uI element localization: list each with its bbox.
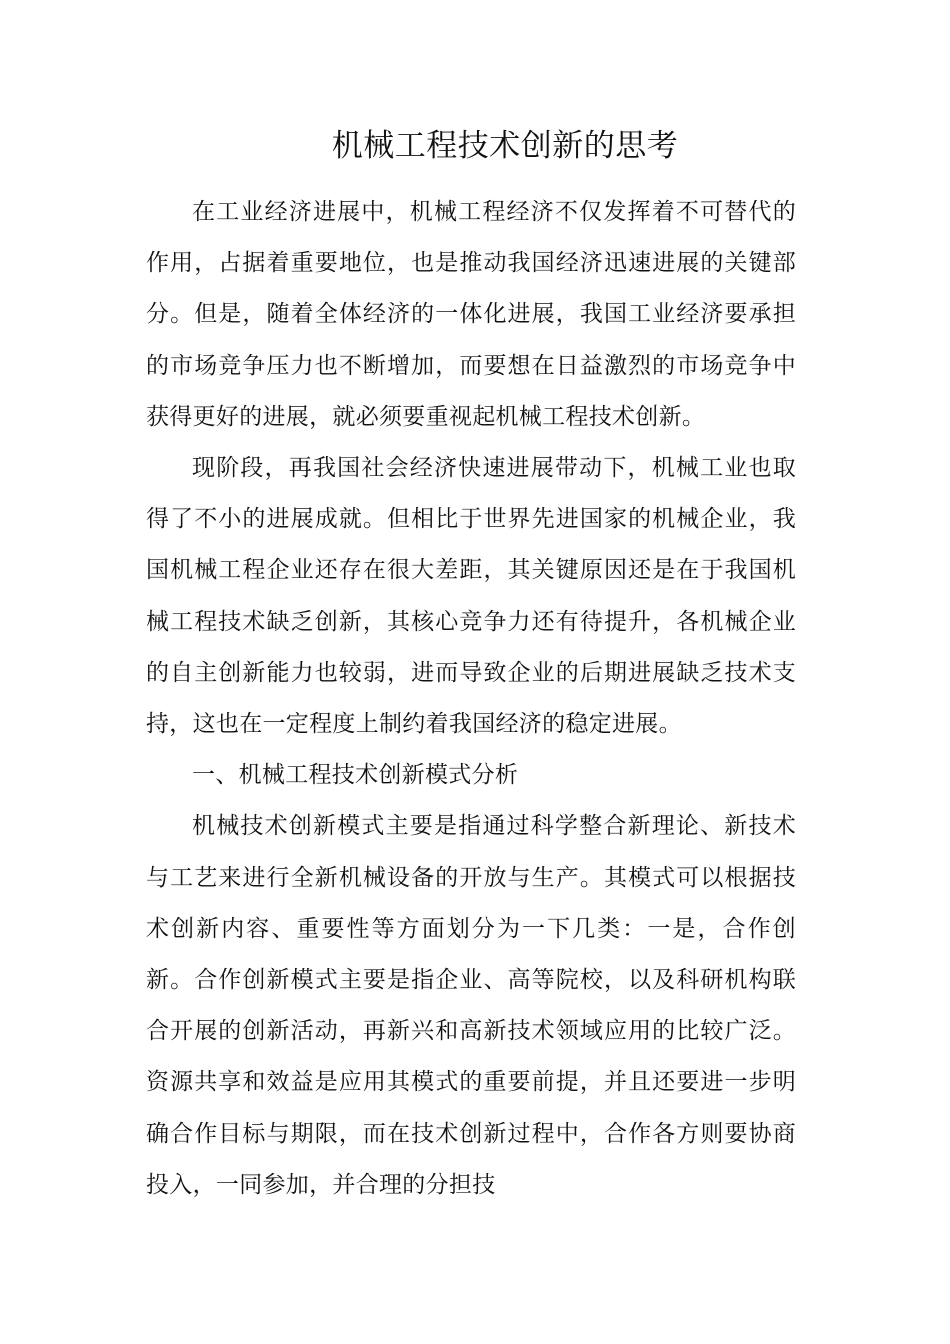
paragraph-innovation-modes: 机械技术创新模式主要是指通过科学整合新理论、新技术与工艺来进行全新机械设备的开放与生产。其模式可以根据技术创新内容、重要性等方面划分为一下几类：一是，合作创新。合作创新模式主要是指企业、高等院校，以及科研机构联合开展的创新活动，再新兴和高新技术领域应用的比较广泛。资源共享和效益是应用其模式的重要前提，并且还要进一步明确合作目标与期限，而在技术创新过程中，合作各方则要协商投入，一同参加，并合理的分担技	[146, 813, 796, 1198]
document-body	[146, 187, 796, 1211]
paragraph-intro: 在工业经济进展中，机械工程经济不仅发挥着不可替代的作用，占据着重要地位，也是推动我国经济迅速进展的关键部分。但是，随着全体经济的一体化进展，我国工业经济要承担的市场竞争压力也不断增加，而要想在日益激烈的市场竞争中获得更好的进展，就必须要重视起机械工程技术创新。	[146, 199, 796, 430]
paragraph-current-stage: 现阶段，再我国社会经济快速进展带动下，机械工业也取得了不小的进展成就。但相比于世界先进国家的机械企业，我国机械工程企业还存在很大差距，其关键原因还是在于我国机械工程技术缺乏创新，其核心竞争力还有待提升，各机械企业的自主创新能力也较弱，进而导致企业的后期进展缺乏技术支持，这也在一定程度上制约着我国经济的稳定进展。	[146, 455, 796, 738]
section-heading: 一、机械工程技术创新模式分析	[192, 762, 519, 789]
document-title: 机械工程技术创新的思考	[331, 128, 679, 164]
